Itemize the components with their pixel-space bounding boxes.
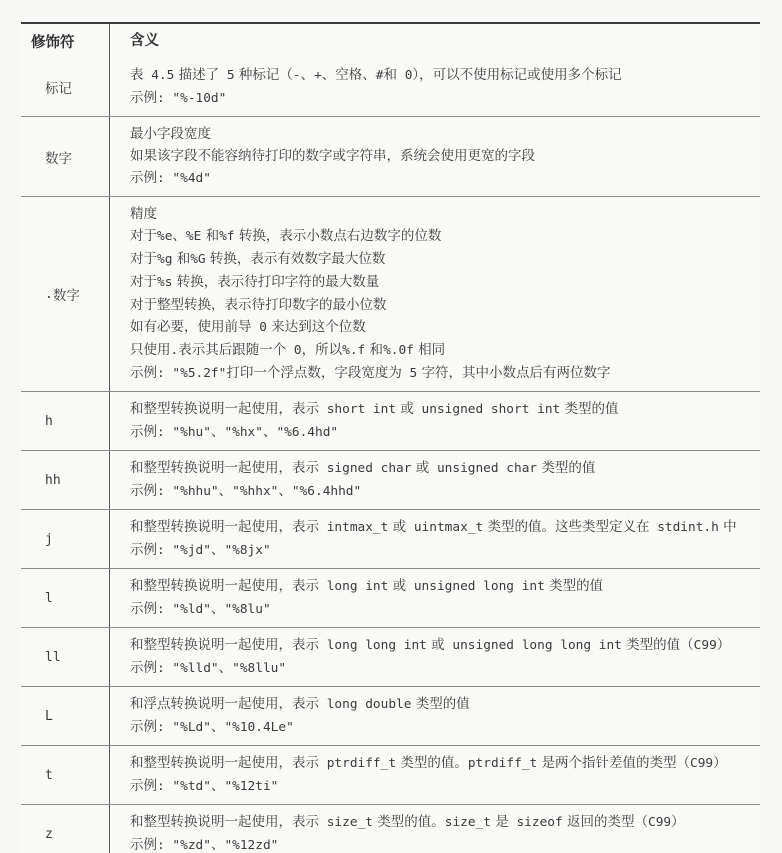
modifier-cell: 数字 [21,117,110,196]
meaning-line: 示例: "%lld"、"%8llu" [130,660,287,676]
meaning-line: 和整型转换说明一起使用，表示 long long int 或 unsigned long long int 类型的值（C99） [130,637,731,653]
meaning-line: 和整型转换说明一起使用，表示 ptrdiff_t 类型的值。ptrdiff_t 是两个指针差值的类型（C99） [130,755,727,771]
meaning-line: 表 4.5 描述了 5 种标记（-、+、空格、#和 0），可以不使用标记或使用多个标记 [130,67,622,83]
meaning-line: 和整型转换说明一起使用，表示 intmax_t 或 uintmax_t 类型的值。这些类型定义在 stdint.h 中 [130,519,737,535]
meaning-line: 示例: "%5.2f"打印一个浮点数，字段宽度为 5 字符，其中小数点后有两位数字 [130,365,611,381]
meaning-cell [110,510,760,568]
meaning-line: 对于整型转换，表示待打印数字的最小位数 [130,297,387,313]
modifier-table [21,22,760,853]
table-row [21,804,760,853]
modifier-cell: 标记 [21,58,110,116]
table-row [21,686,760,745]
meaning-line: 示例: "%hhu"、"%hhx"、"%6.4hhd" [130,483,362,499]
meaning-cell [110,628,760,686]
meaning-line: 只使用.表示其后跟随一个 0，所以%.f 和%.0f 相同 [130,342,446,358]
meaning-line: 示例: "%-10d" [130,90,227,106]
table-row [21,116,760,196]
modifier-cell: hh [21,451,110,509]
meaning-line: 最小字段宽度 [130,126,211,142]
table-header-row [21,24,760,58]
meaning-line: 和整型转换说明一起使用，表示 short int 或 unsigned short int 类型的值 [130,401,619,417]
meaning-cell [110,687,760,745]
meaning-line: 示例: "%ld"、"%8lu" [130,601,271,617]
meaning-line: 精度 [130,206,157,222]
meaning-line: 和整型转换说明一起使用，表示 long int 或 unsigned long int 类型的值 [130,578,604,594]
table-row [21,568,760,627]
meaning-line: 示例: "%td"、"%12ti" [130,778,279,794]
table-row [21,745,760,804]
modifier-cell: l [21,569,110,627]
meaning-line: 和浮点转换说明一起使用，表示 long double 类型的值 [130,696,470,712]
meaning-line: 如果该字段不能容纳待打印的数字或字符串，系统会使用更宽的字段 [130,148,535,164]
modifier-cell: . 数字 [21,197,110,391]
header-cell-meaning: 含义 [130,32,159,49]
table-row [21,509,760,568]
meaning-line: 对于%s 转换，表示待打印字符的最大数量 [130,274,380,290]
meaning-line: 示例: "%hu"、"%hx"、"%6.4hd" [130,424,339,440]
table-row [21,391,760,450]
table-row [21,450,760,509]
table-row [21,627,760,686]
meaning-line: 示例: "%zd"、"%12zd" [130,837,279,853]
meaning-line: 对于%e、%E 和%f 转换，表示小数点右边数字的位数 [130,228,442,244]
meaning-line: 示例: "%4d" [130,170,211,186]
meaning-cell [110,451,760,509]
table-row [21,58,760,116]
meaning-line: 示例: "%jd"、"%8jx" [130,542,271,558]
meaning-cell [110,58,760,116]
table-row [21,196,760,391]
modifier-cell: h [21,392,110,450]
meaning-cell [110,805,760,853]
modifier-cell: L [21,687,110,745]
meaning-line: 和整型转换说明一起使用，表示 size_t 类型的值。size_t 是 sizeof 返回的类型（C99） [130,814,685,830]
modifier-cell: ll [21,628,110,686]
table-body [21,58,760,853]
meaning-line: 对于%g 和%G 转换，表示有效数字最大位数 [130,251,386,267]
meaning-cell [110,117,760,196]
header-cell-modifier: 修饰符 [21,24,110,58]
meaning-cell [110,746,760,804]
meaning-cell [110,569,760,627]
modifier-cell: t [21,746,110,804]
modifier-cell: j [21,510,110,568]
meaning-line: 如有必要，使用前导 0 来达到这个位数 [130,319,366,335]
modifier-cell: z [21,805,110,853]
meaning-cell [110,197,760,391]
meaning-line: 和整型转换说明一起使用，表示 signed char 或 unsigned char 类型的值 [130,460,596,476]
meaning-line: 示例: "%Ld"、"%10.4Le" [130,719,294,735]
meaning-cell [110,392,760,450]
